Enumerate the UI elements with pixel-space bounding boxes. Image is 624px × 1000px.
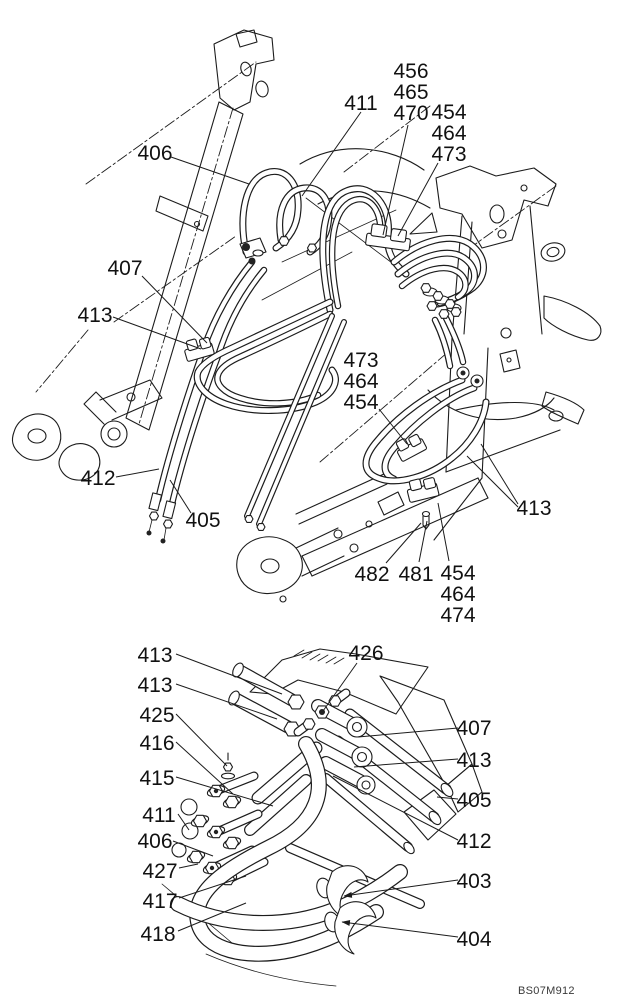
leader-line xyxy=(176,654,282,694)
leader-line xyxy=(142,276,207,343)
leader-line xyxy=(302,112,361,196)
part-callout-418: 418 xyxy=(140,923,176,946)
part-callout-413: 413 xyxy=(137,644,173,667)
leader-line xyxy=(383,125,408,235)
part-callout-454-464-474: 454 464 474 xyxy=(440,562,476,627)
part-callout-416: 416 xyxy=(139,732,175,755)
part-callout-413: 413 xyxy=(77,304,113,327)
leader-line xyxy=(179,864,198,868)
part-callout-473-464-454: 473 464 454 xyxy=(343,349,379,414)
leader-line xyxy=(171,157,249,184)
drawing-code: BS07M912 xyxy=(518,985,575,997)
part-callout-411: 411 xyxy=(142,804,176,827)
part-callout-454-464-473: 454 464 473 xyxy=(431,101,467,166)
part-callout-413: 413 xyxy=(456,749,492,772)
part-callout-412: 412 xyxy=(80,467,116,490)
direction-arrow-icon xyxy=(410,213,437,234)
part-callout-425: 425 xyxy=(139,704,175,727)
bottom-figure-line-art xyxy=(162,649,482,986)
part-callout-405: 405 xyxy=(456,789,492,812)
leader-line xyxy=(386,523,421,563)
lower-clevis xyxy=(237,528,344,602)
part-callout-413: 413 xyxy=(516,497,552,520)
part-callout-407: 407 xyxy=(107,257,143,280)
part-callout-427: 427 xyxy=(142,860,178,883)
leader-line xyxy=(176,714,227,766)
part-callout-481: 481 xyxy=(398,563,434,586)
hose-clamp xyxy=(393,431,427,462)
part-callout-405: 405 xyxy=(185,509,221,532)
part-callout-412: 412 xyxy=(456,830,492,853)
part-callout-426: 426 xyxy=(348,642,384,665)
leader-line xyxy=(113,317,201,349)
part-callout-406: 406 xyxy=(137,142,173,165)
frame-cross-member xyxy=(296,474,488,576)
part-callout-413: 413 xyxy=(137,674,173,697)
right-lift-arm-tower xyxy=(428,166,601,540)
part-callout-404: 404 xyxy=(456,928,492,951)
part-callout-415: 415 xyxy=(139,767,175,790)
part-callout-482: 482 xyxy=(354,563,390,586)
part-callout-406: 406 xyxy=(137,830,173,853)
leader-line xyxy=(467,456,518,507)
leader-line xyxy=(437,797,458,799)
cylinder-rod-clevises xyxy=(12,380,162,480)
leader-line xyxy=(116,469,159,477)
part-callout-403: 403 xyxy=(456,870,492,893)
part-callout-407: 407 xyxy=(456,717,492,740)
part-callout-456-465-470: 456 465 470 xyxy=(393,60,429,125)
part-callout-417: 417 xyxy=(142,890,178,913)
clamp-bolt xyxy=(222,753,235,779)
part-callout-411: 411 xyxy=(344,92,378,115)
